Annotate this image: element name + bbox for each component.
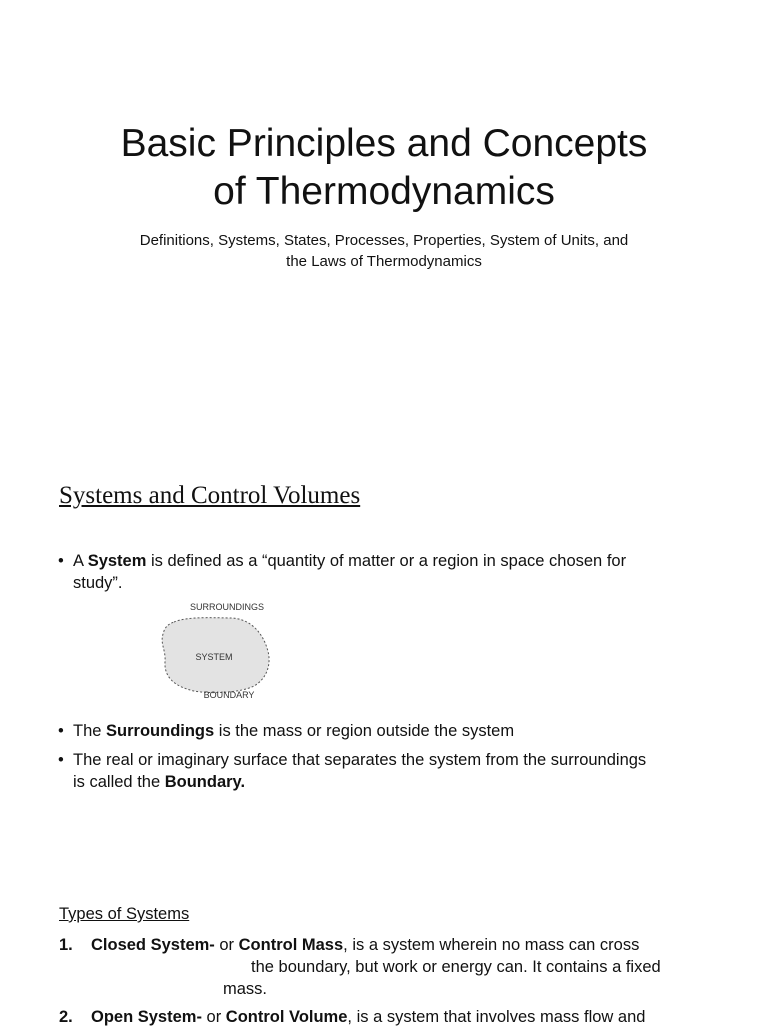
list-number: 1. — [59, 936, 73, 954]
bullet-text: The Surroundings is the mass or region outside the system — [73, 722, 515, 740]
term-system: System — [87, 552, 147, 570]
subtitle-line-2: the Laws of Thermodynamics — [286, 253, 482, 270]
diagram-label-system: SYSTEM — [195, 652, 233, 662]
subtitle-line-1: Definitions, Systems, States, Processes, Properties, System of Units, and — [139, 232, 629, 249]
system-boundary-diagram — [150, 598, 290, 702]
bullet-surroundings — [58, 720, 718, 742]
list-number: 2. — [59, 1008, 73, 1026]
bullet-icon: • — [58, 751, 64, 769]
bullet-text-continued: study”. — [73, 574, 123, 592]
bullet-text: The real or imaginary surface that separates the system from the surroundings — [73, 751, 647, 769]
bullet-icon: • — [58, 552, 64, 570]
title-line-2: of Thermodynamics — [213, 170, 555, 213]
list-item-open-system — [59, 1006, 719, 1028]
diagram-label-surroundings: SURROUNDINGS — [189, 602, 265, 612]
title-line-1: Basic Principles and Concepts — [120, 122, 648, 165]
list-item-closed-system — [59, 934, 719, 1000]
bullet-system-definition — [58, 550, 718, 594]
list-item-line-3: mass. — [223, 980, 268, 998]
term-boundary: Boundary. — [164, 773, 246, 791]
bullet-icon: • — [58, 722, 64, 740]
bullet-boundary — [58, 749, 718, 793]
page-title — [0, 120, 768, 216]
section-heading: Systems and Control Volumes — [59, 482, 361, 509]
list-item-line-1: Closed System- or Control Mass, is a system wherein no mass can cross — [91, 936, 640, 954]
bullet-text-continued: is called the Boundary. — [73, 773, 246, 791]
list-item-line-1: Open System- or Control Volume, is a system that involves mass flow and — [91, 1008, 646, 1026]
subtitle — [60, 230, 708, 272]
bullet-text: A System is defined as a “quantity of matter or a region in space chosen for — [73, 552, 627, 570]
types-heading: Types of Systems — [59, 905, 190, 923]
term-surroundings: Surroundings — [106, 722, 215, 740]
diagram-label-boundary: BOUNDARY — [203, 690, 255, 700]
list-item-line-2: the boundary, but work or energy can. It contains a fixed — [251, 958, 661, 976]
